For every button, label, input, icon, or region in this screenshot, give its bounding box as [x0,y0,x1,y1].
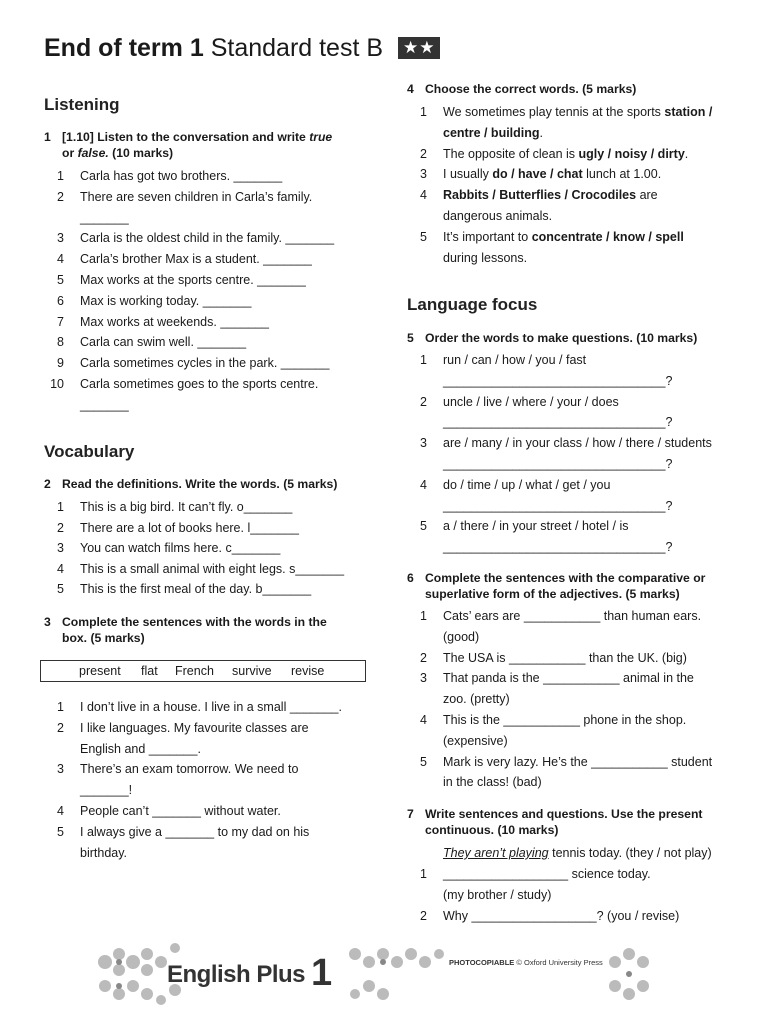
q1-item [44,166,374,187]
item-number: 2 [57,720,64,735]
item-number: 1 [57,700,64,714]
item-text: Max works at weekends. _______ [80,314,269,329]
q7-example-rest: tennis today. (they / not play) [548,846,712,860]
item-number: 3 [57,541,64,556]
item-number: 4 [420,713,427,727]
item-text: _______ [80,210,129,225]
q2-item [44,559,374,580]
q1-item [44,270,374,291]
item-text: __________________ science today. [443,867,651,881]
q1-instruction-line2 [62,145,173,161]
item-text: Carla’s brother Max is a student. _______ [80,252,312,267]
section-vocabulary: Vocabulary [44,442,135,461]
q1-item [44,374,374,395]
q6-instruction-line1: Complete the sentences with the comparative or [425,571,706,585]
english-plus-logo [167,952,332,995]
q1-item [44,208,374,229]
item-number: 7 [57,314,64,329]
q1-text-false: false. [77,146,109,160]
q5-number: 5 [407,331,414,345]
word-box-item: present [79,664,121,678]
q3-instruction-line1: Complete the sentences with the words in the [62,615,327,629]
q3-item [44,759,374,780]
item-text: ________________________________? [443,540,673,555]
item-number: 2 [57,520,64,535]
q2-item [44,497,374,518]
item-text: (expensive) [443,733,508,748]
item-text-part: The opposite of clean is [443,146,579,161]
item-number: 1 [57,169,64,183]
item-number: 2 [420,908,427,923]
item-text [443,227,684,248]
logo-number: 1 [311,952,332,994]
q4-item [407,185,737,206]
item-number: 3 [57,231,64,246]
item-text-part: lunch at 1.00. [582,167,662,182]
word-box-item: flat [141,664,158,678]
q2-item [44,518,374,539]
word-options: concentrate / know / spell [531,229,684,244]
item-text: _______! [80,783,133,798]
q6-item [407,606,737,627]
q1-item [44,353,374,374]
q7-item [407,906,737,927]
q4-item [407,123,737,144]
word-options: station / [664,105,713,119]
item-number: 5 [57,273,64,287]
item-number: 2 [420,394,427,409]
page-title [44,34,440,63]
item-text: Mark is very lazy. He’s the ___________ student [443,754,713,769]
q6-item [407,752,737,773]
q7-example [407,843,737,864]
item-number: 10 [50,377,64,391]
q5-item [407,475,737,496]
q7-item [407,864,737,885]
item-text: run / can / how / you / fast [443,353,587,367]
word-options: do / have / chat [492,167,583,182]
item-number: 4 [57,561,64,576]
item-number: 5 [420,229,427,244]
q6-number: 6 [407,571,414,585]
item-text-part: dangerous animals. [443,209,553,223]
word-options: Rabbits / Butterflies / Crocodiles [443,188,637,203]
q5-item [407,433,737,454]
item-text [443,123,543,144]
item-number: 1 [420,609,427,623]
item-text: This is a small animal with eight legs. s_______ [80,561,345,576]
item-text: ________________________________? [443,373,673,388]
item-text: uncle / live / where / your / does [443,394,619,409]
q6-item [407,772,737,793]
item-text: birthday. [80,845,128,860]
item-text: Carla can swim well. _______ [80,335,247,350]
q3-item [44,739,374,760]
item-text [443,185,658,206]
q6-item [407,731,737,752]
item-text: Cats’ ears are ___________ than human ears. [443,609,702,623]
q7-item [407,885,737,906]
item-text: ________________________________? [443,498,673,513]
item-text: I don’t live in a house. I live in a small _______. [80,700,342,714]
item-text: Max works at the sports centre. _______ [80,273,306,287]
item-number: 2 [420,650,427,665]
item-text: in the class! (bad) [443,775,542,790]
item-text: This is the first meal of the day. b_______ [80,582,312,597]
q4-instruction: Choose the correct words. (5 marks) [425,82,637,96]
q6-instruction-line2: superlative form of the adjectives. (5 marks) [425,587,680,601]
item-text: English and _______. [80,741,201,756]
item-text: That panda is the ___________ animal in the [443,671,694,686]
word-box-item: French [175,664,214,678]
q3-item [44,697,374,718]
q5-item [407,392,737,413]
q2-number: 2 [44,477,51,491]
item-number: 5 [57,582,64,597]
item-text-part: . [539,125,544,140]
item-number: 5 [57,824,64,839]
word-options: centre / building [443,125,540,140]
section-language-focus: Language focus [407,295,538,314]
item-number: 1 [420,105,427,119]
q1-text-true: true [309,130,333,144]
item-text: Carla is the oldest child in the family. _______ [80,231,335,246]
item-text: Carla sometimes cycles in the park. _______ [80,356,330,371]
item-text-part: during lessons. [443,250,528,265]
q5-instruction: Order the words to make questions. (10 marks) [425,331,698,345]
item-number: 1 [57,500,64,514]
q1-text-marks: (10 marks) [108,146,174,160]
item-text: Why __________________? (you / revise) [443,908,680,923]
item-text [443,164,661,185]
item-number: 8 [57,335,64,350]
item-number: 9 [57,356,64,371]
q3-item [44,718,374,739]
q7-example-answer: They aren’t playing [443,846,549,860]
item-text-part: It’s important to [443,229,532,244]
q1-text-a: [1.10] Listen to the conversation and write [62,130,310,144]
photocopiable-notice [449,958,603,967]
item-text-part: are [636,188,658,203]
q1-item [44,249,374,270]
q4-number: 4 [407,82,414,96]
item-text [443,206,552,227]
q4-item [407,164,737,185]
q1-number: 1 [44,130,51,144]
copyright-text: © Oxford University Press [514,958,603,967]
q1-item [44,395,374,416]
item-number: 3 [420,436,427,451]
q3-item [44,801,374,822]
q1-item [44,228,374,249]
stars-badge: ★★ [398,37,440,59]
title-bold: End of term 1 [44,34,204,62]
q4-item [407,227,737,248]
item-number: 3 [420,167,427,182]
q2-item [44,538,374,559]
q1-item [44,187,374,208]
q6-item [407,710,737,731]
q2-item [44,579,374,600]
q1-instruction-line1 [62,129,332,145]
q5-item [407,454,737,475]
item-text-part: . [684,146,689,161]
item-number: 1 [420,867,427,881]
q5-item [407,350,737,371]
item-text: People can’t _______ without water. [80,804,281,818]
q4-item [407,206,737,227]
q3-item [44,780,374,801]
word-box [40,660,366,682]
item-text: zoo. (pretty) [443,692,510,707]
item-number: 2 [420,146,427,161]
q5-item [407,516,737,537]
item-text: (my brother / study) [443,887,552,902]
q1-item [44,291,374,312]
item-number: 2 [57,189,64,204]
q5-item [407,537,737,558]
item-number: 5 [420,754,427,769]
item-text: This is a big bird. It can’t fly. o_______ [80,500,293,514]
item-text: Max is working today. _______ [80,293,252,308]
q3-item [44,822,374,843]
section-listening: Listening [44,95,120,114]
q3-item [44,843,374,864]
item-number: 1 [420,353,427,367]
item-text: There are a lot of books here. l_______ [80,520,299,535]
q4-item [407,144,737,165]
item-text: Carla has got two brothers. _______ [80,169,283,183]
item-text: ________________________________? [443,457,673,471]
q7-instruction-line2: continuous. (10 marks) [425,823,559,837]
item-number: 4 [420,188,427,203]
item-text [443,102,712,123]
item-text: _______ [80,397,129,412]
q7-instruction-line1: Write sentences and questions. Use the present [425,807,703,821]
item-text: I like languages. My favourite classes are [80,720,309,735]
item-text-part: I usually [443,167,493,182]
item-number: 6 [57,293,64,308]
item-text: do / time / up / what / get / you [443,477,611,492]
q7-number: 7 [407,807,414,821]
item-text-part: We sometimes play tennis at the sports [443,105,665,119]
item-text [443,248,527,269]
item-text: There’s an exam tomorrow. We need to [80,762,299,777]
title-rest: Standard test B [210,34,384,62]
q5-item [407,371,737,392]
q5-item [407,412,737,433]
q4-item [407,248,737,269]
item-text: There are seven children in Carla’s family. [80,189,313,204]
q2-instruction: Read the definitions. Write the words. (5 marks) [62,477,338,491]
q1-text-or: or [62,146,78,160]
q1-item [44,312,374,333]
q4-item [407,102,737,123]
q5-item [407,496,737,517]
word-box-item: survive [232,664,272,678]
word-options: ugly / noisy / dirty [578,146,685,161]
item-text: are / many / in your class / how / there / students [443,436,712,451]
q6-item [407,648,737,669]
item-text: ________________________________? [443,415,673,430]
word-box-item: revise [291,664,325,678]
item-number: 5 [420,519,427,534]
photocopiable-label: PHOTOCOPIABLE [449,958,515,967]
item-text: I always give a _______ to my dad on his [80,824,310,839]
item-text [443,144,688,165]
item-text: You can watch films here. c_______ [80,541,281,556]
q6-item [407,627,737,648]
item-text: The USA is ___________ than the UK. (big) [443,650,687,665]
item-number: 3 [420,671,427,686]
item-number: 4 [57,252,64,267]
logo-text: English Plus [167,961,306,988]
item-text: This is the ___________ phone in the shop. [443,713,687,727]
q6-item [407,668,737,689]
q3-number: 3 [44,615,51,629]
item-number: 4 [57,804,64,818]
item-text: (good) [443,629,480,644]
item-number: 3 [57,762,64,777]
q1-item [44,332,374,353]
q3-instruction-line2: box. (5 marks) [62,631,145,645]
q6-item [407,689,737,710]
item-number: 4 [420,477,427,492]
item-text: Carla sometimes goes to the sports centre. [80,377,319,391]
item-text: a / there / in your street / hotel / is [443,519,629,534]
